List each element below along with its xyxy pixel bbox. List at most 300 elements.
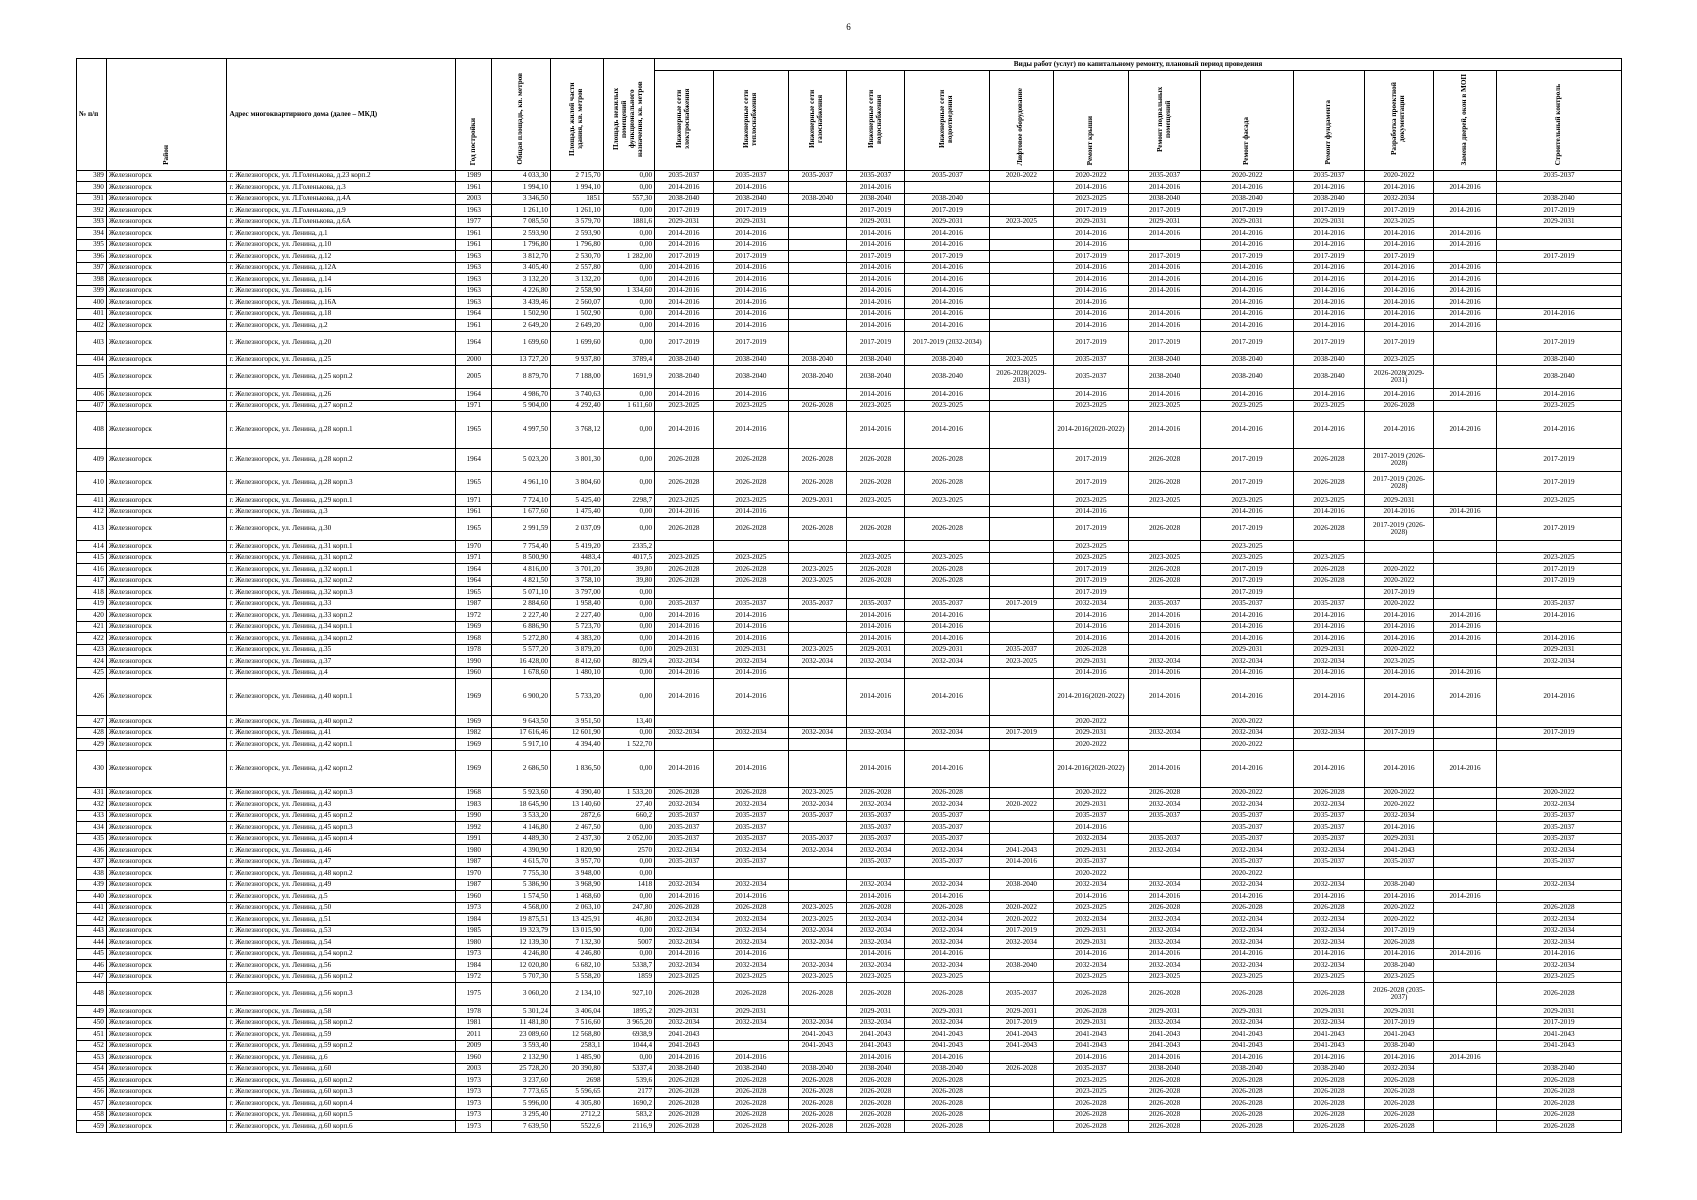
- cell-work-0: 2035-2037: [655, 598, 714, 610]
- cell-work-0: 2014-2016: [655, 750, 714, 787]
- cell-work-9: 2014-2016: [1293, 679, 1364, 716]
- table-row: [77, 274, 1622, 286]
- header-work-9: Ремонт фундамента: [1293, 71, 1364, 171]
- cell-work-10: 2014-2016: [1365, 679, 1434, 716]
- cell-district: Железногорск: [106, 644, 227, 656]
- cell-work-2: 2023-2025: [789, 575, 847, 587]
- cell-work-10: 2017-2019: [1365, 251, 1434, 263]
- table-row: [77, 948, 1622, 960]
- cell-work-2: 2032-2034: [789, 656, 847, 668]
- cell-work-6: 2014-2016: [1053, 891, 1128, 903]
- cell-work-7: 2026-2028: [1129, 1109, 1201, 1121]
- cell-work-10: 2014-2016: [1365, 412, 1434, 449]
- cell-living-area: 2 560,07: [551, 297, 604, 309]
- cell-total-area: 4 226,80: [492, 285, 551, 297]
- cell-work-11: [1434, 716, 1497, 728]
- cell-work-7: 2032-2034: [1129, 845, 1201, 857]
- table-row: [77, 1052, 1622, 1064]
- table-row: [77, 750, 1622, 787]
- cell-work-3: 2026-2028: [846, 1086, 905, 1098]
- cell-work-10: 2014-2016: [1365, 822, 1434, 834]
- cell-nonres-area: 1691,9: [603, 366, 655, 389]
- cell-work-6: 2023-2025: [1053, 1086, 1128, 1098]
- cell-address: г. Железногорск, ул. Ленина, д.58: [227, 1006, 456, 1018]
- cell-work-12: 2017-2019: [1496, 205, 1621, 217]
- cell-work-8: 2014-2016: [1201, 389, 1294, 401]
- cell-address: г. Железногорск, ул. Ленина, д.60 корп.3: [227, 1086, 456, 1098]
- cell-living-area: 2698: [551, 1075, 604, 1087]
- cell-work-9: 2014-2016: [1293, 621, 1364, 633]
- cell-work-10: 2029-2031: [1365, 1006, 1434, 1018]
- cell-work-11: [1434, 598, 1497, 610]
- cell-work-5: 2023-2025: [989, 216, 1053, 228]
- cell-living-area: 3 957,70: [551, 856, 604, 868]
- table-row: [77, 787, 1622, 799]
- cell-work-8: 2014-2016: [1201, 750, 1294, 787]
- cell-year: 1987: [456, 598, 492, 610]
- table-row: [77, 228, 1622, 240]
- cell-work-4: 2023-2025: [905, 552, 990, 564]
- cell-nonres-area: 0,00: [603, 633, 655, 645]
- cell-work-7: 2026-2028: [1129, 1098, 1201, 1110]
- cell-nonres-area: 0,00: [603, 948, 655, 960]
- cell-total-area: 8 879,70: [492, 366, 551, 389]
- cell-district: Железногорск: [106, 891, 227, 903]
- cell-work-4: 2032-2034: [905, 879, 990, 891]
- cell-address: г. Железногорск, ул. Ленина, д.60 корп.4: [227, 1098, 456, 1110]
- cell-nonres-area: 1895,2: [603, 1006, 655, 1018]
- cell-district: Железногорск: [106, 251, 227, 263]
- cell-living-area: 3 406,04: [551, 1006, 604, 1018]
- cell-work-5: [989, 412, 1053, 449]
- cell-work-5: [989, 679, 1053, 716]
- cell-work-9: 2023-2025: [1293, 400, 1364, 412]
- cell-work-5: 2026-2028(2029-2031): [989, 366, 1053, 389]
- cell-address: г. Железногорск, ул. Л.Голенькова, д.4А: [227, 193, 456, 205]
- cell-work-11: [1434, 1121, 1497, 1133]
- cell-work-9: 2014-2016: [1293, 297, 1364, 309]
- cell-total-area: 1 796,80: [492, 239, 551, 251]
- cell-work-7: 2032-2034: [1129, 960, 1201, 972]
- cell-num: 419: [77, 598, 107, 610]
- cell-work-7: 2026-2028: [1129, 1075, 1201, 1087]
- cell-year: 1969: [456, 750, 492, 787]
- cell-living-area: 1 468,60: [551, 891, 604, 903]
- cell-address: г. Железногорск, ул. Ленина, д.45 корп.2: [227, 810, 456, 822]
- cell-work-8: 2041-2043: [1201, 1040, 1294, 1052]
- cell-work-9: 2032-2034: [1293, 799, 1364, 811]
- cell-work-2: 2026-2028: [789, 983, 847, 1006]
- cell-district: Железногорск: [106, 308, 227, 320]
- cell-work-7: 2026-2028: [1129, 787, 1201, 799]
- cell-work-8: 2023-2025: [1201, 552, 1294, 564]
- cell-work-11: [1434, 856, 1497, 868]
- cell-total-area: 2 884,60: [492, 598, 551, 610]
- cell-work-4: 2014-2016: [905, 274, 990, 286]
- cell-work-3: 2014-2016: [846, 633, 905, 645]
- cell-district: Железногорск: [106, 810, 227, 822]
- cell-work-4: [905, 541, 990, 553]
- cell-work-2: [789, 679, 847, 716]
- cell-work-11: 2014-2016: [1434, 750, 1497, 787]
- cell-work-0: 2038-2040: [655, 193, 714, 205]
- cell-year: 1969: [456, 679, 492, 716]
- cell-work-5: 2017-2019: [989, 727, 1053, 739]
- cell-total-area: 7 773,65: [492, 1086, 551, 1098]
- cell-work-4: 2026-2028: [905, 1121, 990, 1133]
- cell-work-9: 2014-2016: [1293, 667, 1364, 679]
- cell-num: 441: [77, 902, 107, 914]
- cell-work-12: [1496, 506, 1621, 518]
- cell-num: 396: [77, 251, 107, 263]
- cell-work-6: 2029-2031: [1053, 799, 1128, 811]
- cell-work-12: 2029-2031: [1496, 1006, 1621, 1018]
- cell-work-8: 2014-2016: [1201, 262, 1294, 274]
- cell-work-10: 2017-2019 (2026-2028): [1365, 472, 1434, 495]
- cell-address: г. Железногорск, ул. Ленина, д.42 корп.2: [227, 750, 456, 787]
- cell-work-8: 2032-2034: [1201, 727, 1294, 739]
- cell-address: г. Железногорск, ул. Ленина, д.30: [227, 518, 456, 541]
- cell-address: г. Железногорск, ул. Ленина, д.51: [227, 914, 456, 926]
- cell-total-area: 5 071,10: [492, 587, 551, 599]
- cell-work-6: 2023-2025: [1053, 971, 1128, 983]
- cell-work-1: 2035-2037: [713, 170, 788, 182]
- cell-work-6: 2014-2016: [1053, 228, 1128, 240]
- cell-work-7: 2014-2016: [1129, 389, 1201, 401]
- cell-work-6: 2014-2016: [1053, 308, 1128, 320]
- cell-total-area: 3 439,46: [492, 297, 551, 309]
- cell-work-3: [846, 506, 905, 518]
- cell-address: г. Железногорск, ул. Ленина, д.33: [227, 598, 456, 610]
- cell-work-5: [989, 575, 1053, 587]
- cell-work-2: 2026-2028: [789, 1121, 847, 1133]
- cell-year: 1964: [456, 331, 492, 354]
- cell-work-6: 2017-2019: [1053, 472, 1128, 495]
- cell-work-11: 2014-2016: [1434, 1052, 1497, 1064]
- cell-district: Железногорск: [106, 750, 227, 787]
- cell-work-7: 2014-2016: [1129, 679, 1201, 716]
- cell-work-7: 2029-2031: [1129, 216, 1201, 228]
- cell-district: Железногорск: [106, 262, 227, 274]
- cell-work-7: 2017-2019: [1129, 251, 1201, 263]
- cell-work-1: 2026-2028: [713, 575, 788, 587]
- cell-district: Железногорск: [106, 667, 227, 679]
- cell-total-area: 8 500,90: [492, 552, 551, 564]
- cell-work-6: 2035-2037: [1053, 1063, 1128, 1075]
- cell-work-3: 2038-2040: [846, 366, 905, 389]
- cell-district: Железногорск: [106, 449, 227, 472]
- cell-work-9: 2017-2019: [1293, 205, 1364, 217]
- cell-work-5: [989, 308, 1053, 320]
- cell-work-3: 2014-2016: [846, 621, 905, 633]
- cell-work-8: 2014-2016: [1201, 667, 1294, 679]
- cell-work-11: [1434, 170, 1497, 182]
- cell-nonres-area: 539,6: [603, 1075, 655, 1087]
- cell-work-7: 2038-2040: [1129, 1063, 1201, 1075]
- cell-work-3: [846, 667, 905, 679]
- cell-work-7: 2023-2025: [1129, 971, 1201, 983]
- cell-work-8: 2014-2016: [1201, 891, 1294, 903]
- cell-total-area: 2 227,40: [492, 610, 551, 622]
- cell-work-7: 2014-2016: [1129, 610, 1201, 622]
- cell-living-area: 3 968,90: [551, 879, 604, 891]
- cell-address: г. Железногорск, ул. Ленина, д.32 корп.3: [227, 587, 456, 599]
- cell-work-3: 2038-2040: [846, 354, 905, 366]
- cell-work-9: 2014-2016: [1293, 750, 1364, 787]
- cell-work-1: 2035-2037: [713, 833, 788, 845]
- cell-living-area: 5 419,20: [551, 541, 604, 553]
- cell-work-7: 2017-2019: [1129, 205, 1201, 217]
- cell-address: г. Железногорск, ул. Ленина, д.5: [227, 891, 456, 903]
- cell-work-8: 2029-2031: [1201, 216, 1294, 228]
- cell-work-2: 2023-2025: [789, 564, 847, 576]
- table-row: [77, 739, 1622, 751]
- cell-work-2: 2032-2034: [789, 925, 847, 937]
- cell-year: 1987: [456, 879, 492, 891]
- cell-district: Железногорск: [106, 856, 227, 868]
- cell-total-area: 3 533,20: [492, 810, 551, 822]
- cell-work-1: 2014-2016: [713, 285, 788, 297]
- cell-work-7: [1129, 297, 1201, 309]
- cell-district: Железногорск: [106, 1086, 227, 1098]
- cell-work-6: 2029-2031: [1053, 937, 1128, 949]
- cell-work-11: [1434, 1040, 1497, 1052]
- cell-work-1: 2038-2040: [713, 366, 788, 389]
- cell-work-8: 2023-2025: [1201, 541, 1294, 553]
- cell-work-4: 2014-2016: [905, 262, 990, 274]
- cell-work-0: 2026-2028: [655, 1098, 714, 1110]
- cell-work-3: 2032-2034: [846, 1017, 905, 1029]
- cell-work-4: 2032-2034: [905, 960, 990, 972]
- cell-work-3: 2014-2016: [846, 891, 905, 903]
- cell-work-10: 2026-2028: [1365, 1109, 1434, 1121]
- cell-work-5: [989, 541, 1053, 553]
- cell-nonres-area: 247,80: [603, 902, 655, 914]
- cell-address: г. Железногорск, ул. Ленина, д.32 корп.1: [227, 564, 456, 576]
- cell-work-1: 2038-2040: [713, 354, 788, 366]
- cell-work-2: 2041-2043: [789, 1040, 847, 1052]
- cell-work-1: 2026-2028: [713, 518, 788, 541]
- cell-nonres-area: 3789,4: [603, 354, 655, 366]
- cell-district: Железногорск: [106, 216, 227, 228]
- cell-living-area: 2 649,20: [551, 320, 604, 332]
- cell-total-area: 3 295,40: [492, 1109, 551, 1121]
- cell-work-9: 2023-2025: [1293, 552, 1364, 564]
- cell-work-10: 2023-2025: [1365, 656, 1434, 668]
- cell-work-6: 2023-2025: [1053, 902, 1128, 914]
- cell-total-area: 7 724,10: [492, 495, 551, 507]
- cell-work-11: [1434, 449, 1497, 472]
- cell-work-0: 2014-2016: [655, 262, 714, 274]
- cell-year: 1968: [456, 787, 492, 799]
- cell-living-area: 4483,4: [551, 552, 604, 564]
- cell-work-8: 2014-2016: [1201, 320, 1294, 332]
- cell-address: г. Железногорск, ул. Ленина, д.20: [227, 331, 456, 354]
- cell-work-7: [1129, 644, 1201, 656]
- cell-work-1: 2026-2028: [713, 1086, 788, 1098]
- cell-work-9: 2035-2037: [1293, 833, 1364, 845]
- cell-num: 454: [77, 1063, 107, 1075]
- cell-work-4: 2032-2034: [905, 656, 990, 668]
- cell-work-10: 2026-2028: [1365, 937, 1434, 949]
- cell-work-6: 2032-2034: [1053, 833, 1128, 845]
- cell-work-6: 2014-2016: [1053, 274, 1128, 286]
- cell-work-0: 2014-2016: [655, 667, 714, 679]
- cell-work-11: 2014-2016: [1434, 320, 1497, 332]
- table-row: [77, 193, 1622, 205]
- cell-work-11: 2014-2016: [1434, 228, 1497, 240]
- cell-work-9: 2038-2040: [1293, 1063, 1364, 1075]
- cell-year: 1968: [456, 633, 492, 645]
- cell-nonres-area: 4017,5: [603, 552, 655, 564]
- cell-work-5: [989, 750, 1053, 787]
- cell-work-10: 2014-2016: [1365, 610, 1434, 622]
- cell-work-12: 2038-2040: [1496, 193, 1621, 205]
- cell-total-area: 17 616,46: [492, 727, 551, 739]
- header-living-area: Площадь жилой части здания, кв. метров: [551, 59, 604, 171]
- cell-address: г. Железногорск, ул. Ленина, д.18: [227, 308, 456, 320]
- cell-work-1: 2032-2034: [713, 799, 788, 811]
- cell-work-1: [713, 868, 788, 880]
- cell-work-0: 2035-2037: [655, 856, 714, 868]
- cell-work-3: 2032-2034: [846, 879, 905, 891]
- cell-year: 1978: [456, 1006, 492, 1018]
- cell-work-1: 2014-2016: [713, 667, 788, 679]
- cell-work-3: [846, 587, 905, 599]
- cell-total-area: 4 146,80: [492, 822, 551, 834]
- cell-work-2: [789, 320, 847, 332]
- cell-num: 448: [77, 983, 107, 1006]
- cell-work-0: 2014-2016: [655, 308, 714, 320]
- cell-work-7: [1129, 587, 1201, 599]
- cell-work-6: 2017-2019: [1053, 587, 1128, 599]
- cell-work-0: 2026-2028: [655, 787, 714, 799]
- cell-nonres-area: 0,00: [603, 610, 655, 622]
- cell-district: Железногорск: [106, 575, 227, 587]
- cell-work-9: 2014-2016: [1293, 228, 1364, 240]
- cell-total-area: 2 991,59: [492, 518, 551, 541]
- cell-work-4: 2026-2028: [905, 564, 990, 576]
- cell-nonres-area: 1859: [603, 971, 655, 983]
- cell-work-10: 2020-2022: [1365, 170, 1434, 182]
- cell-work-12: 2026-2028: [1496, 1075, 1621, 1087]
- cell-work-8: 2020-2022: [1201, 170, 1294, 182]
- cell-work-9: 2014-2016: [1293, 320, 1364, 332]
- cell-work-4: 2035-2037: [905, 170, 990, 182]
- cell-work-4: 2035-2037: [905, 598, 990, 610]
- cell-work-7: 2023-2025: [1129, 495, 1201, 507]
- cell-work-5: [989, 320, 1053, 332]
- cell-address: г. Железногорск, ул. Ленина, д.3: [227, 506, 456, 518]
- cell-work-10: 2035-2037: [1365, 856, 1434, 868]
- cell-work-2: 2032-2034: [789, 960, 847, 972]
- table-row: [77, 1017, 1622, 1029]
- cell-work-0: 2032-2034: [655, 960, 714, 972]
- cell-nonres-area: 0,00: [603, 449, 655, 472]
- cell-work-7: 2035-2037: [1129, 833, 1201, 845]
- cell-work-5: 2014-2016: [989, 856, 1053, 868]
- cell-work-6: 2014-2016: [1053, 320, 1128, 332]
- header-total-area: Общая площадь, кв. метров: [492, 59, 551, 171]
- header-work-8: Ремонт фасада: [1201, 71, 1294, 171]
- cell-work-0: 2014-2016: [655, 389, 714, 401]
- cell-work-10: 2020-2022: [1365, 644, 1434, 656]
- cell-total-area: 1 677,60: [492, 506, 551, 518]
- cell-work-10: 2014-2016: [1365, 285, 1434, 297]
- cell-work-11: [1434, 472, 1497, 495]
- cell-work-11: [1434, 868, 1497, 880]
- cell-living-area: 4 383,20: [551, 633, 604, 645]
- cell-living-area: 3 797,00: [551, 587, 604, 599]
- cell-year: 1973: [456, 1098, 492, 1110]
- cell-work-4: 2014-2016: [905, 679, 990, 716]
- cell-work-9: 2035-2037: [1293, 810, 1364, 822]
- cell-nonres-area: 2116,9: [603, 1121, 655, 1133]
- cell-work-5: [989, 205, 1053, 217]
- cell-work-6: 2020-2022: [1053, 868, 1128, 880]
- cell-address: г. Железногорск, ул. Ленина, д.54 корп.2: [227, 948, 456, 960]
- cell-work-8: 2014-2016: [1201, 412, 1294, 449]
- cell-district: Железногорск: [106, 679, 227, 716]
- cell-work-7: 2023-2025: [1129, 552, 1201, 564]
- cell-num: 451: [77, 1029, 107, 1041]
- cell-work-3: 2014-2016: [846, 239, 905, 251]
- cell-living-area: 1 820,90: [551, 845, 604, 857]
- cell-work-4: 2014-2016: [905, 1052, 990, 1064]
- cell-work-2: [789, 239, 847, 251]
- cell-total-area: 5 577,20: [492, 644, 551, 656]
- cell-work-10: 2026-2028: [1365, 1086, 1434, 1098]
- cell-work-2: 2029-2031: [789, 495, 847, 507]
- cell-work-6: 2014-2016: [1053, 822, 1128, 834]
- cell-work-9: 2014-2016: [1293, 274, 1364, 286]
- cell-work-8: 2014-2016: [1201, 182, 1294, 194]
- cell-year: 1984: [456, 960, 492, 972]
- cell-work-3: 2023-2025: [846, 495, 905, 507]
- cell-nonres-area: 0,00: [603, 891, 655, 903]
- table-row: [77, 331, 1622, 354]
- cell-work-3: 2026-2028: [846, 575, 905, 587]
- cell-work-1: 2026-2028: [713, 449, 788, 472]
- cell-num: 428: [77, 727, 107, 739]
- table-row: [77, 216, 1622, 228]
- table-row: [77, 587, 1622, 599]
- cell-district: Железногорск: [106, 1098, 227, 1110]
- cell-work-2: 2038-2040: [789, 193, 847, 205]
- cell-total-area: 4 489,30: [492, 833, 551, 845]
- cell-address: г. Железногорск, ул. Ленина, д.45 корп.3: [227, 822, 456, 834]
- cell-year: 2003: [456, 1063, 492, 1075]
- cell-nonres-area: 2 052,00: [603, 833, 655, 845]
- cell-work-1: 2014-2016: [713, 633, 788, 645]
- cell-total-area: 9 643,50: [492, 716, 551, 728]
- cell-address: г. Железногорск, ул. Ленина, д.25: [227, 354, 456, 366]
- cell-work-1: 2014-2016: [713, 948, 788, 960]
- table-row: [77, 262, 1622, 274]
- cell-work-8: 2014-2016: [1201, 274, 1294, 286]
- cell-work-12: 2032-2034: [1496, 845, 1621, 857]
- cell-work-0: 2026-2028: [655, 564, 714, 576]
- cell-living-area: 5 558,20: [551, 971, 604, 983]
- table-row: [77, 1098, 1622, 1110]
- cell-work-6: 2014-2016(2020-2022): [1053, 412, 1128, 449]
- cell-nonres-area: 0,00: [603, 412, 655, 449]
- cell-work-4: 2038-2040: [905, 354, 990, 366]
- cell-address: г. Железногорск, ул. Ленина, д.33 корп.2: [227, 610, 456, 622]
- cell-total-area: 4 997,50: [492, 412, 551, 449]
- cell-work-5: 2041-2043: [989, 1029, 1053, 1041]
- cell-work-4: 2026-2028: [905, 449, 990, 472]
